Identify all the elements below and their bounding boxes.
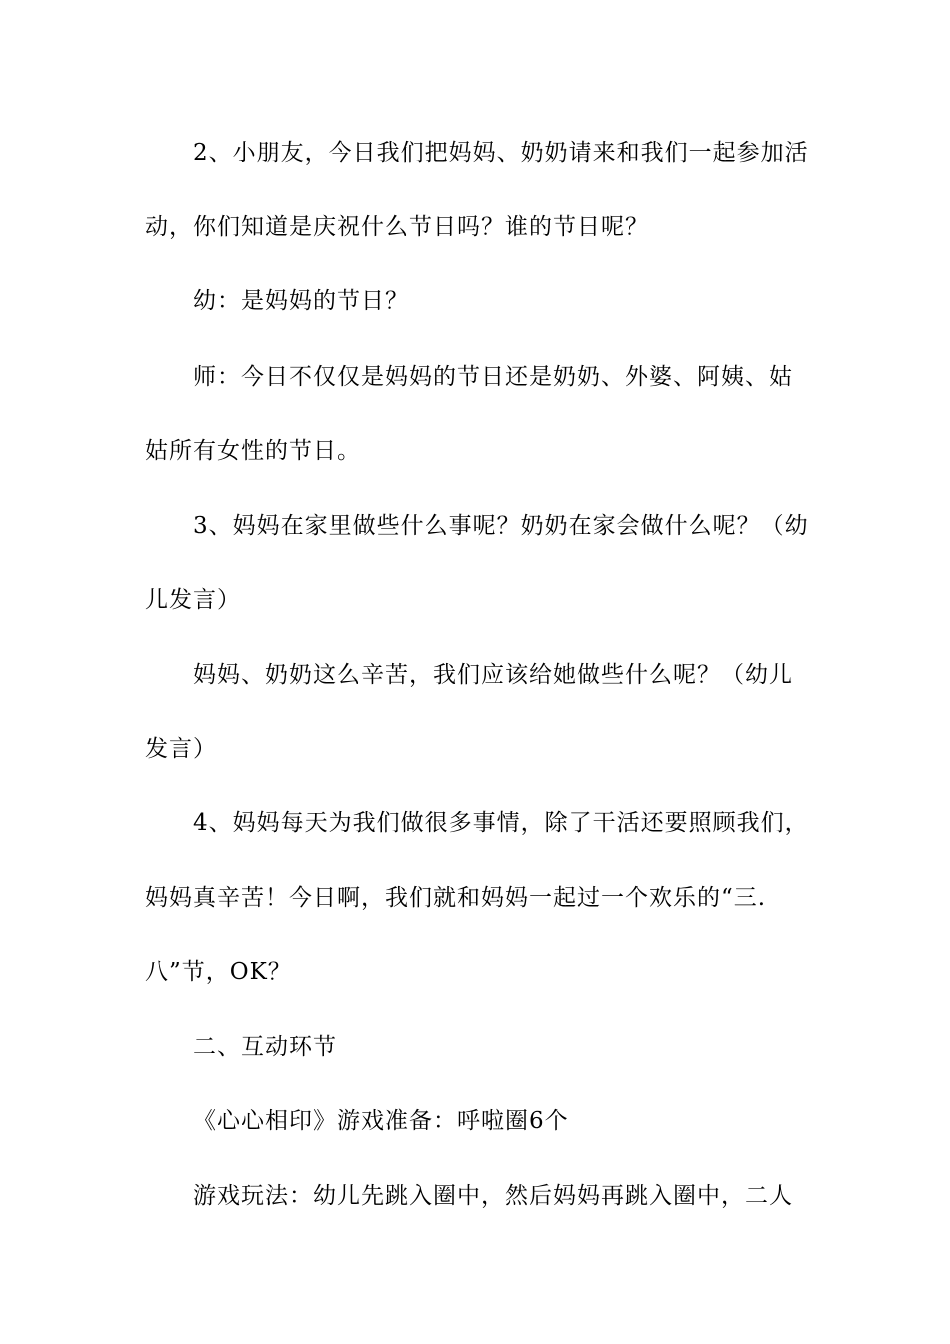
section-heading: 二、互动环节 [193, 1034, 337, 1060]
paragraph-line: 幼：是妈妈的节日？ [193, 288, 409, 314]
paragraph-line: 3、妈妈在家里做些什么事呢？奶奶在家会做什么呢？（幼 [193, 513, 809, 539]
paragraph-line: 动，你们知道是庆祝什么节日吗？谁的节日呢？ [145, 214, 649, 240]
paragraph-line: 《心心相印》游戏准备：呼啦圈6个 [193, 1108, 569, 1134]
paragraph-line: 师：今日不仅仅是妈妈的节日还是奶奶、外婆、阿姨、姑 [193, 364, 793, 390]
paragraph-line: 游戏玩法：幼儿先跳入圈中，然后妈妈再跳入圈中，二人 [193, 1183, 793, 1209]
paragraph-line: 4、妈妈每天为我们做很多事情，除了干活还要照顾我们， [193, 810, 809, 836]
paragraph-line: 姑所有女性的节日。 [145, 438, 361, 464]
paragraph-line: 八”节，OK？ [145, 959, 292, 985]
paragraph-line: 儿发言） [145, 587, 241, 613]
paragraph-line: 发言） [145, 736, 217, 762]
paragraph-line: 妈妈真辛苦！今日啊，我们就和妈妈一起过一个欢乐的“三. [145, 885, 767, 911]
paragraph-line: 妈妈、奶奶这么辛苦，我们应该给她做些什么呢？（幼儿 [193, 662, 793, 688]
paragraph-line: 2、小朋友，今日我们把妈妈、奶奶请来和我们一起参加活 [193, 140, 809, 166]
